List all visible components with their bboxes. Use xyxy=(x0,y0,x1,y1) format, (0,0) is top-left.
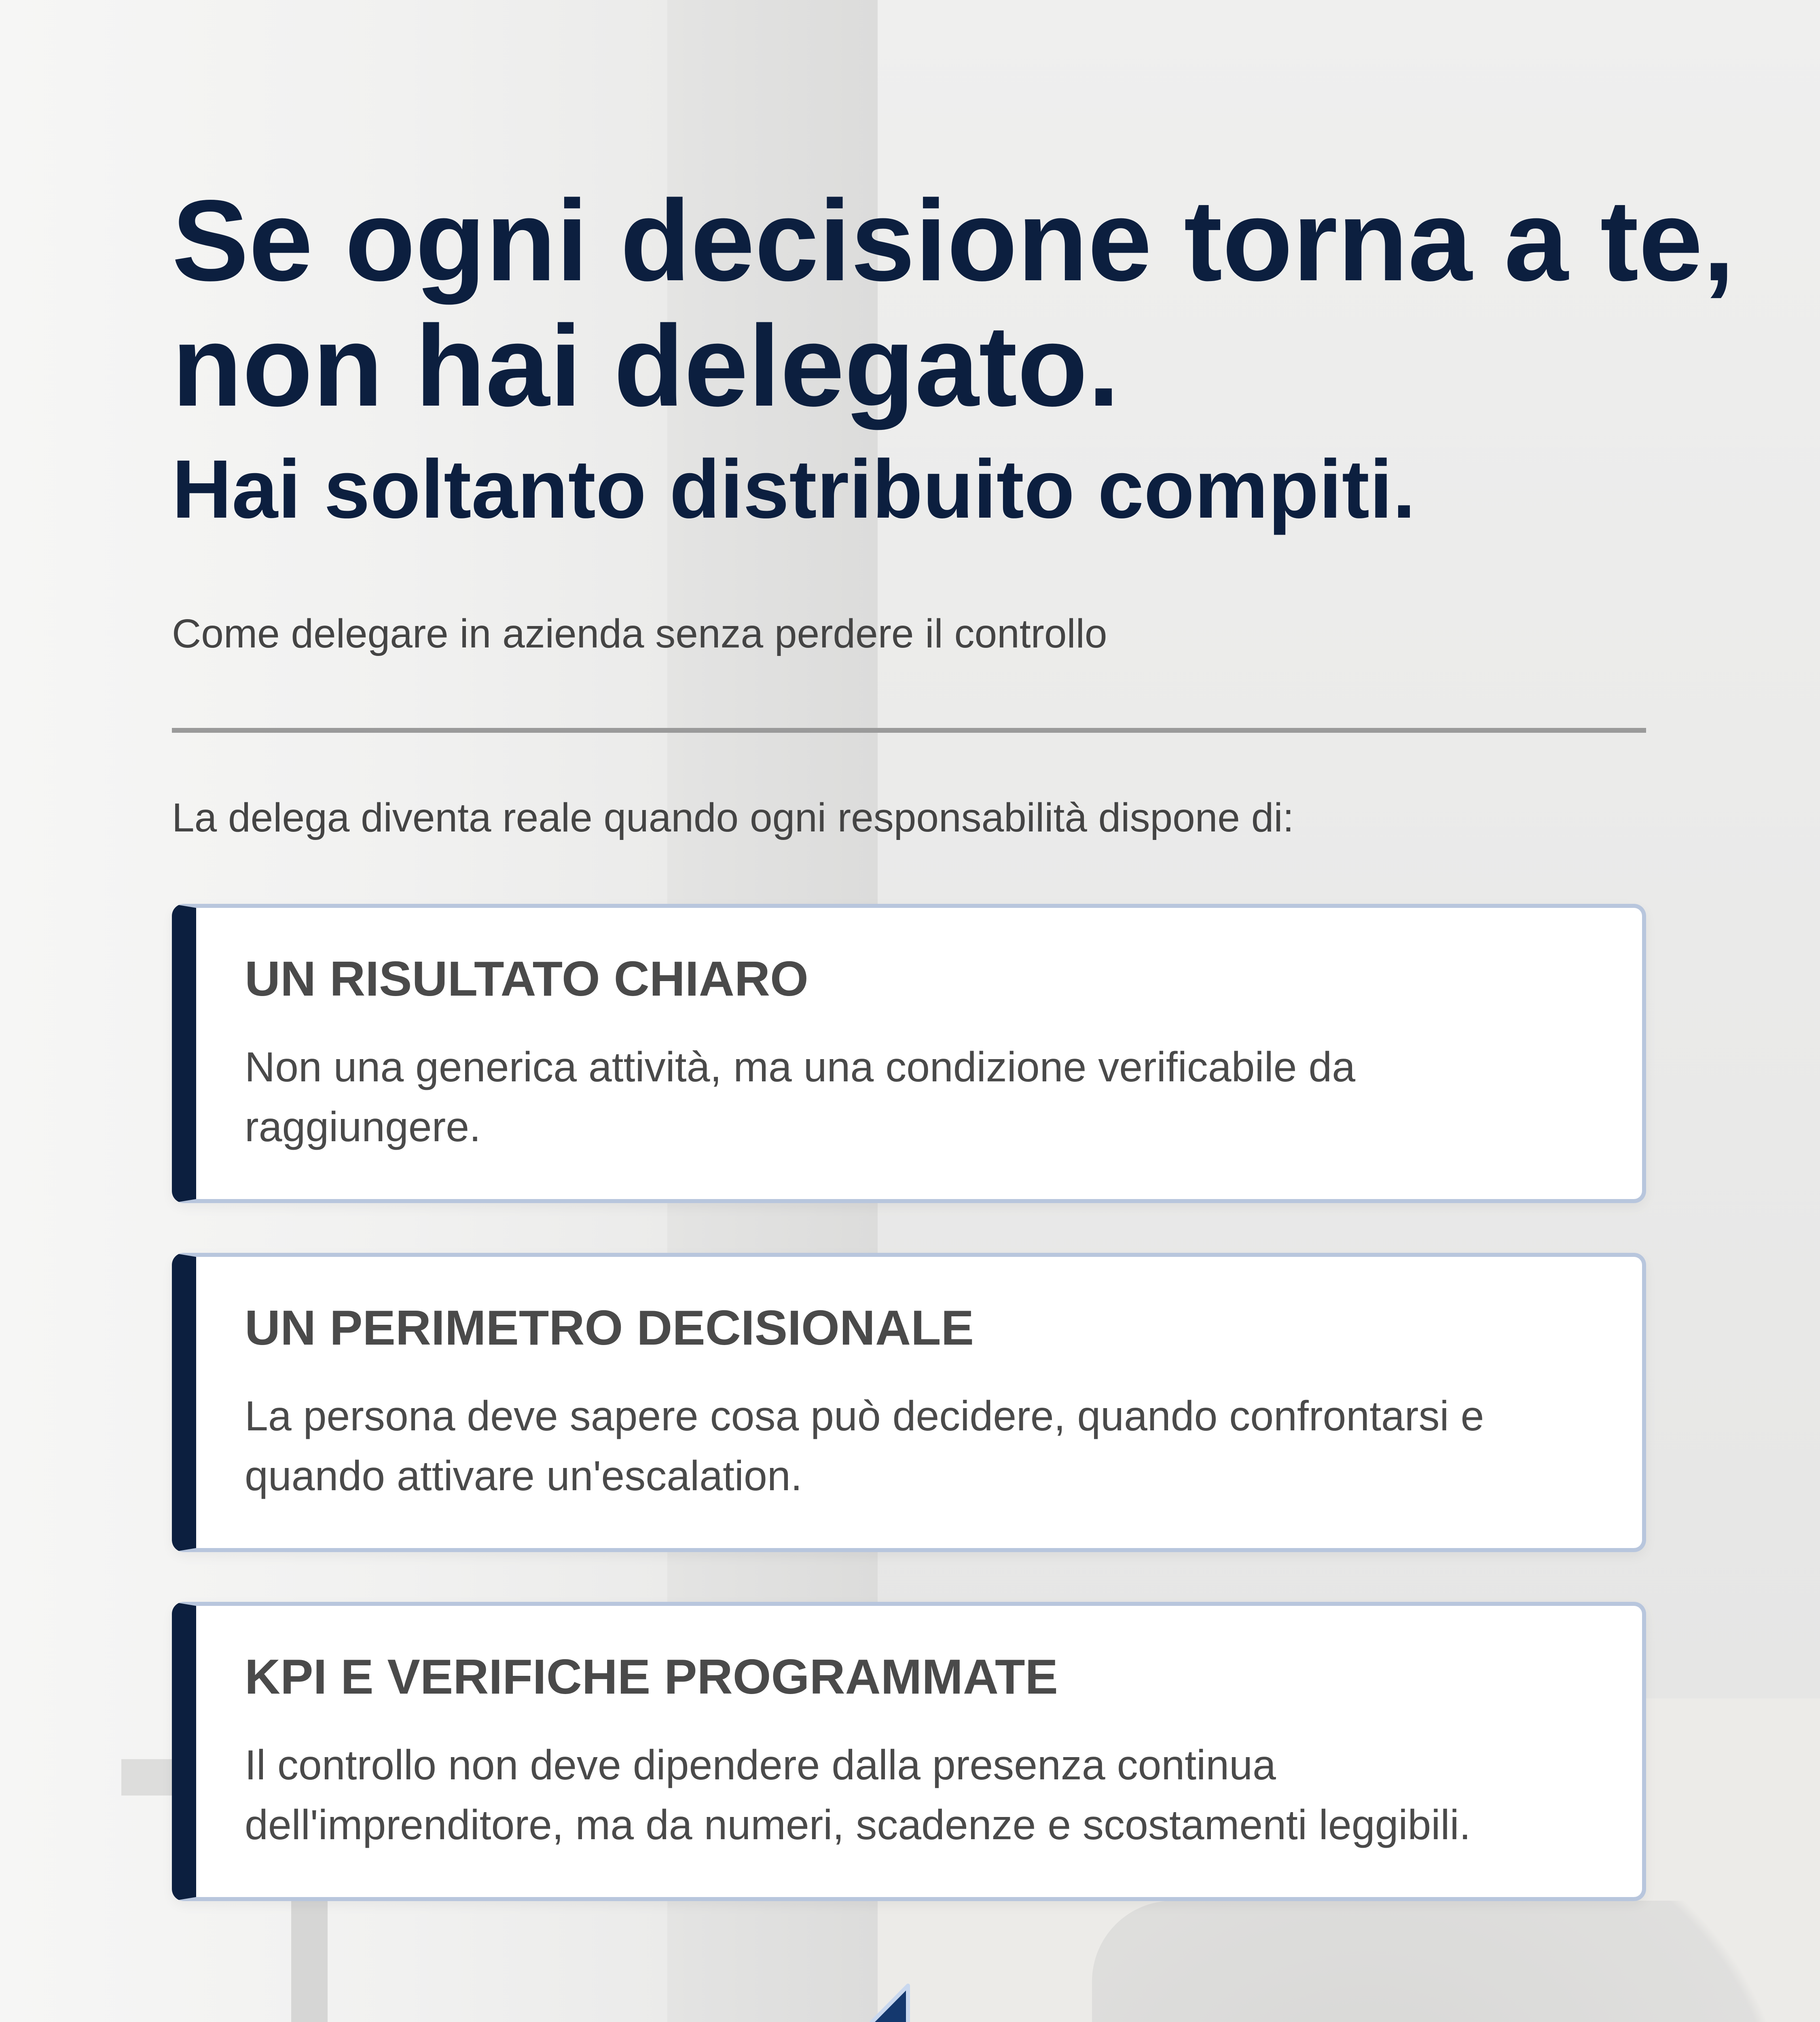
card-text: La persona deve sapere cosa può decidere, quando confrontarsi e quando attivare un'escalation. xyxy=(245,1393,1484,1500)
intro-text: La delega diventa reale quando ogni responsabilità dispone di: xyxy=(172,795,1294,840)
pinwheel-blade-top xyxy=(744,1986,908,2022)
card-perimetro-decisionale xyxy=(172,1253,1646,1552)
pinwheel-graphic xyxy=(0,1961,1820,2022)
pinwheel-diagram xyxy=(0,1961,1820,2022)
page-subtitle: Come delegare in azienda senza perdere il controllo xyxy=(172,611,1107,656)
card-title: UN RISULTATO CHIARO xyxy=(245,951,808,1006)
card-text: Il controllo non deve dipendere dalla presenza continua dell'imprenditore, ma da numeri, scadenze e scostamenti leggibili. xyxy=(245,1742,1471,1849)
card-kpi-verifiche xyxy=(172,1602,1646,1901)
title-line-1: Se ogni decisione torna a te, xyxy=(172,176,1735,305)
title-line-2: non hai delegato. xyxy=(172,302,1120,430)
card-title: UN PERIMETRO DECISIONALE xyxy=(245,1300,974,1355)
page-subheading: Hai soltanto distribuito compiti. xyxy=(172,443,1416,535)
divider xyxy=(172,728,1646,733)
page-title xyxy=(172,176,1735,430)
card-title: KPI E VERIFICHE PROGRAMMATE xyxy=(245,1649,1058,1704)
card-text: Non una generica attività, ma una condizione verificabile da raggiungere. xyxy=(245,1044,1356,1151)
card-risultato-chiaro xyxy=(172,904,1646,1203)
